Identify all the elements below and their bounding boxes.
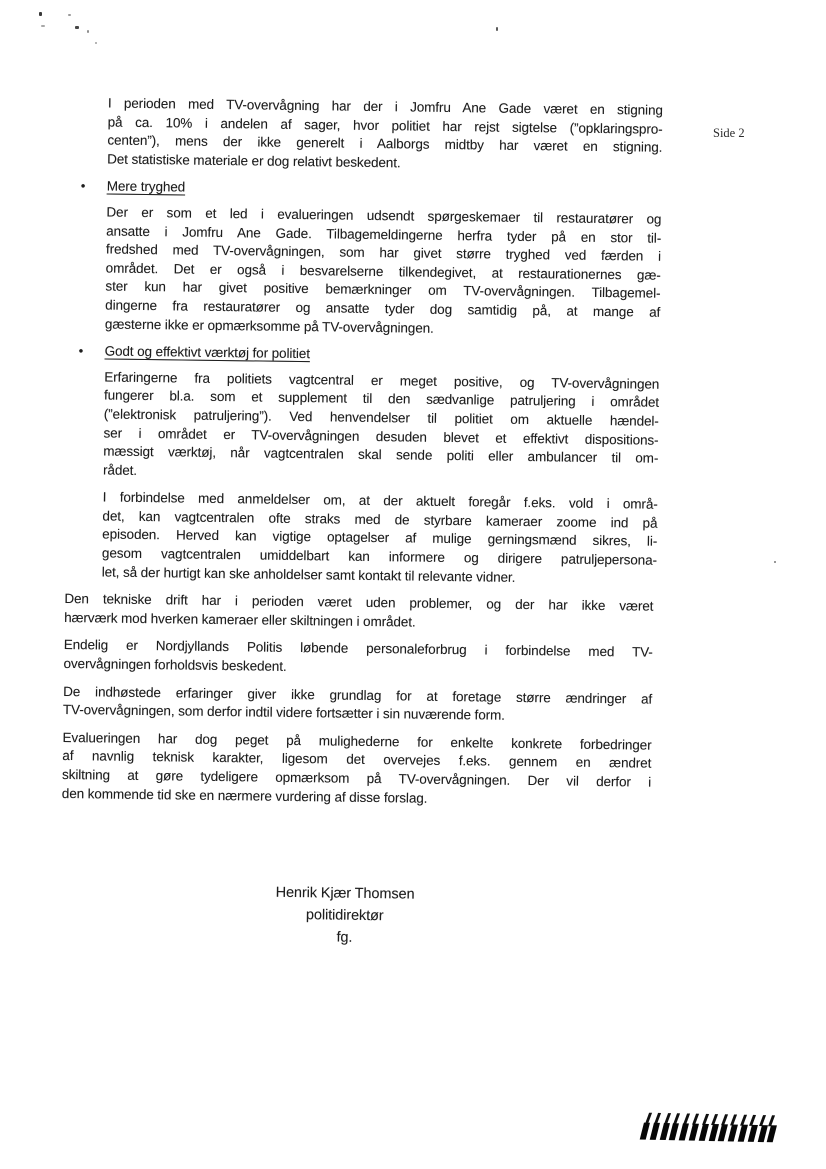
text-line: det, kan vagtcentralen ofte straks med de styrbare kameraer zoome ind på [102,508,658,531]
text-line: Endelig er Nordjyllands Politis løbende personaleforbrug i forbindelse med TV- [63,637,653,661]
paragraph [107,94,663,176]
scan-speck [68,14,71,16]
text-line: Det statistiske materiale er dog relativt beskedent. [107,151,401,171]
paragraph [102,489,658,589]
bullet-heading [78,343,660,369]
signature-block [50,879,640,953]
text-line: Erfaringerne fra politiets vagtcentral er meget positive, og TV-overvågningen [104,369,660,392]
text-line: rådet. [102,462,138,478]
text-line: ansatte i Jomfru Ane Gade. Tilbagemeldingerne herfra tyder på en stor til- [106,223,662,246]
text-line: Evalueringen har dog peget på mulighederne for enkelte konkrete forbedringer [62,729,652,753]
text-line: TV-overvågningen, som derfor indtil videre fortsætter i sin nuværende form. [62,702,505,723]
scan-speck [39,12,42,16]
scan-speck [75,26,79,29]
text-line: ser i området er TV-overvågningen desuden blevet et effektivt dispositions- [103,424,659,448]
text-line: fredshed med TV-overvågningen, som har givet større tryghed ved færden i [105,241,662,264]
scanner-feed-mark-icon [642,1113,780,1142]
signature-fg: fg. [336,929,353,946]
bullet-icon: • [80,178,86,194]
text-line: dingerne fra restauratører og ansatte tyder dog samtidig på, at mange af [105,297,661,320]
text-line: hærværk mod hverken kameraer eller skiltningen i området. [64,609,416,630]
document-body [59,94,663,953]
paragraph [103,368,659,487]
text-line: ster kun har givet positive bemærkninger om TV-overvågningen. Tilbagemel- [105,278,661,302]
text-line: fungerer bl.a. som et supplement til den sædvanlige patruljering i området [103,387,660,411]
scan-speck [95,42,97,44]
text-line: (”elektronisk patruljering”). Ved henvendelser til politiet om aktuelle hændel- [103,406,659,429]
text-line: på ca. 10% i andelen af sager, hvor politiet har rejst sigtelse (”opklaringspro- [107,114,663,137]
heading-label: Godt og effektivt værktøj for politiet [104,343,311,362]
scan-speck [774,561,776,563]
text-line: den kommende tid ske en nærmere vurdering af disse forslag. [61,785,428,806]
scan-speck [496,27,498,31]
text-line: mæssigt værktøj, når vagtcentralen skal sende politi eller ambulancer til om- [103,443,659,466]
text-line: gæsterne ikke er opmærksomme på TV-overvågningen. [104,316,434,336]
text-line: Der er som et led i evalueringen udsendt spørgeskemaer til restauratører og [106,204,662,227]
bullet-icon: • [78,343,84,359]
paragraph [105,203,662,340]
paragraph [64,590,653,635]
text-line: I forbindelse med anmeldelser om, at der aktuelt foregår f.eks. vold i områ- [102,489,658,513]
text-line: centen”), mens der ikke generelt i Aalborgs midtby har været en stigning. [107,132,663,155]
scan-speck [87,30,89,33]
paragraph [63,683,652,728]
page-number-label: Side 2 [713,126,745,140]
paragraph [62,729,652,811]
text-line: let, så der hurtigt kan ske anholdelser samt kontakt til relevante vidner. [101,564,516,585]
heading-label: Mere tryghed [106,178,186,195]
text-line: overvågningen forholdsvis beskedent. [63,655,287,674]
text-line: området. Det er også i besvarelserne tilkendegivet, at restaurationernes gæ- [105,260,661,283]
text-line: gesom vagtcentralen umiddelbart kan informere og dirigere patruljepersona- [101,545,658,568]
signature-name: Henrik Kjær Thomsen [275,884,415,903]
text-line: skiltning at gøre tydeligere opmærksom på TV-overvågningen. Der vil derfor i [61,766,652,790]
text-line: Den tekniske drift har i perioden været uden problemer, og der har ikke været [64,591,654,614]
scan-speck [41,25,45,27]
signature-title: politidirektør [305,907,384,925]
paragraph [63,636,652,681]
text-line: episoden. Herved kan vigtige optagelser af mulige gerningsmænd sikres, li- [102,526,658,550]
text-line: af navnlig teknisk karakter, ligesom det overvejes f.eks. gennem en ændret [62,748,652,772]
text-line: De indhøstede erfaringer giver ikke grundlag for at foretage større ændringer af [63,683,653,707]
bullet-heading [80,178,662,204]
text-line: I perioden med TV-overvågning har der i Jomfru Ane Gade været en stigning [107,95,663,118]
